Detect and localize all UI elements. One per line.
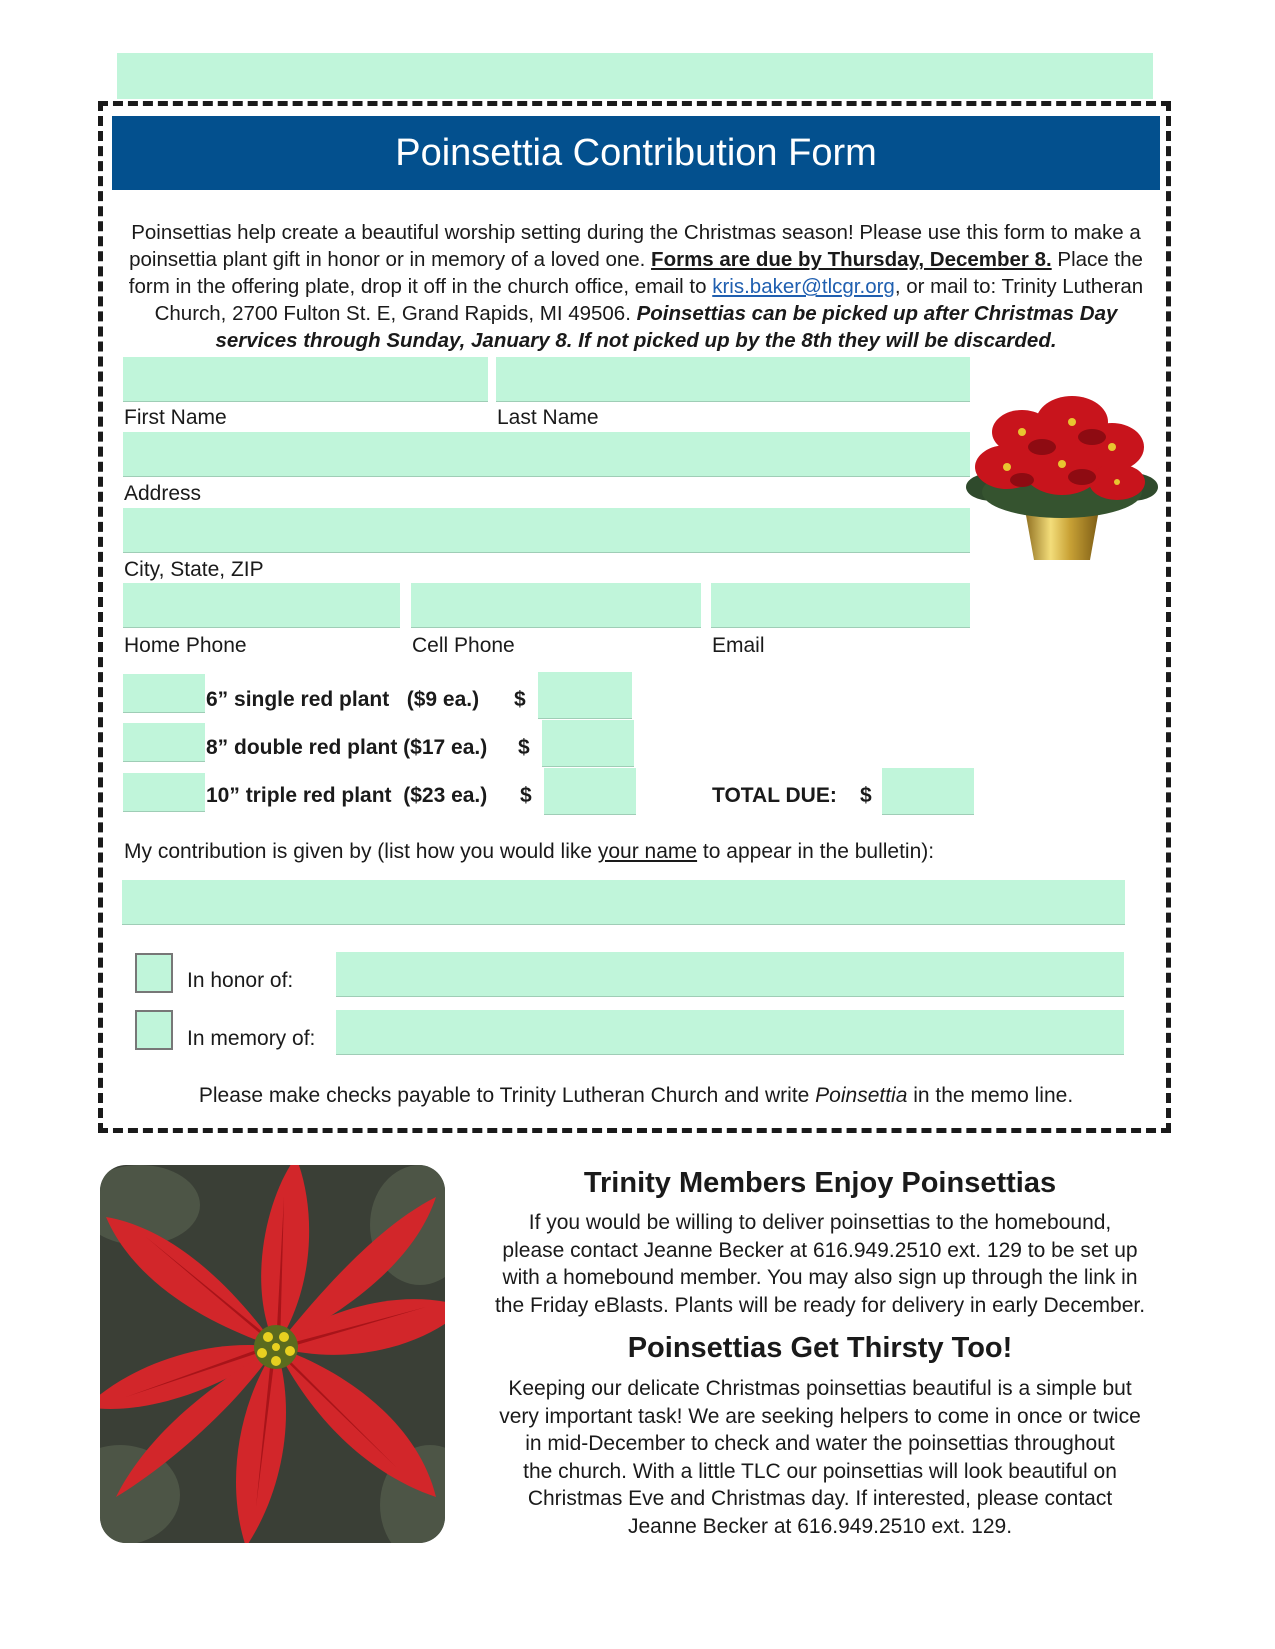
item-10in-label: 10” triple red plant ($23 ea.) — [206, 784, 488, 807]
section-2-line: very important task! We are seeking helpers to come in once or twice — [499, 1404, 1141, 1428]
first-name-field[interactable] — [123, 357, 488, 402]
poinsettia-photo — [100, 1165, 445, 1543]
address-label: Address — [124, 482, 202, 505]
section-2-line: Jeanne Becker at 616.949.2510 ext. 129. — [627, 1514, 1013, 1538]
checks-text-2: in the memo line. — [907, 1084, 1074, 1107]
in-honor-field[interactable] — [336, 952, 1124, 997]
last-name-label: Last Name — [497, 406, 599, 429]
form-intro — [112, 219, 1160, 354]
contribution-text-2: to appear in the bulletin): — [697, 840, 935, 863]
email-label: Email — [712, 634, 765, 657]
section-1-body — [470, 1209, 1170, 1319]
in-honor-checkbox[interactable] — [135, 953, 173, 993]
city-state-zip-field[interactable] — [123, 508, 970, 553]
item-8in-label: 8” double red plant ($17 ea.) — [206, 736, 488, 759]
total-due-dollar: $ — [860, 784, 872, 807]
section-2-body — [470, 1375, 1170, 1540]
amount-10in-field[interactable] — [544, 768, 636, 815]
contribution-text-1: My contribution is given by (list how you would like — [124, 840, 598, 863]
potted-poinsettia-image — [962, 392, 1162, 562]
section-2-line: in mid-December to check and water the poinsettias throughout — [525, 1432, 1115, 1455]
item-8in-dollar: $ — [518, 736, 530, 759]
form-title: Poinsettia Contribution Form — [112, 116, 1160, 190]
last-name-field[interactable] — [496, 357, 970, 402]
intro-text-2: Place the form in the offering plate, drop it off in the church office, email to — [128, 248, 1143, 298]
qty-8in-field[interactable] — [123, 723, 205, 762]
total-due-field[interactable] — [882, 768, 974, 815]
intro-text-1: Poinsettias help create a beautiful worship setting during the Christmas season! Please use this form to make a poinsettia plant gift in honor or in memory of a loved one. — [129, 221, 1141, 271]
first-name-label: First Name — [124, 406, 227, 429]
qty-6in-field[interactable] — [123, 674, 205, 713]
bulletin-name-field[interactable] — [122, 880, 1125, 925]
amount-6in-field[interactable] — [538, 672, 632, 719]
item-6in-label: 6” single red plant ($9 ea.) — [206, 688, 480, 711]
item-10in-dollar: $ — [520, 784, 532, 807]
email-link[interactable]: kris.baker@tlcgr.org — [712, 275, 895, 298]
in-memory-field[interactable] — [336, 1010, 1124, 1055]
section-2-line: the church. With a little TLC our poinsettias will look beautiful on — [523, 1459, 1117, 1483]
address-field[interactable] — [123, 432, 970, 477]
poinsettia-flower-image — [100, 1165, 445, 1543]
section-1-line: If you would be willing to deliver poinsettias to the homebound, — [528, 1211, 1112, 1234]
home-phone-field[interactable] — [123, 583, 400, 628]
pickup-text: Poinsettias can be picked up after Christmas Day services through Sunday, January 8. If not picked up by the 8th they will be discarded. — [215, 302, 1118, 352]
checks-italic: Poinsettia — [815, 1084, 908, 1107]
city-state-zip-label: City, State, ZIP — [124, 558, 264, 581]
total-due-label: TOTAL DUE: — [712, 784, 837, 807]
amount-8in-field[interactable] — [542, 720, 634, 767]
in-honor-label: In honor of: — [187, 969, 294, 992]
intro-text-3: , or mail to: Trinity Lutheran Church, 2700 Fulton St. E, Grand Rapids, MI 49506. — [154, 275, 1144, 325]
section-1-heading: Trinity Members Enjoy Poinsettias — [583, 1167, 1057, 1199]
section-2-line: Keeping our delicate Christmas poinsettias beautiful is a simple but — [508, 1377, 1132, 1400]
due-date-text: Forms are due by Thursday, December 8. — [651, 248, 1052, 271]
section-1-line: the Friday eBlasts. Plants will be ready for delivery in early December. — [494, 1293, 1146, 1317]
cell-phone-label: Cell Phone — [412, 634, 515, 657]
checks-text-1: Please make checks payable to Trinity Lutheran Church and write — [198, 1084, 816, 1107]
item-6in-dollar: $ — [514, 688, 526, 711]
section-1-line: please contact Jeanne Becker at 616.949.2510 ext. 129 to be set up — [502, 1238, 1138, 1262]
section-2-heading: Poinsettias Get Thirsty Too! — [627, 1332, 1013, 1364]
qty-10in-field[interactable] — [123, 773, 205, 812]
email-field[interactable] — [711, 583, 970, 628]
cell-phone-field[interactable] — [411, 583, 701, 628]
contribution-underline: your name — [597, 840, 698, 863]
contribution-label — [124, 840, 934, 864]
section-1-line: with a homebound member. You may also sign up through the link in — [502, 1266, 1138, 1289]
home-phone-label: Home Phone — [124, 634, 247, 657]
in-memory-label: In memory of: — [187, 1027, 316, 1050]
checks-note — [112, 1084, 1160, 1108]
section-2-line: Christmas Eve and Christmas day. If interested, please contact — [527, 1487, 1113, 1510]
in-memory-checkbox[interactable] — [135, 1010, 173, 1050]
header-fill-field[interactable] — [117, 53, 1153, 99]
